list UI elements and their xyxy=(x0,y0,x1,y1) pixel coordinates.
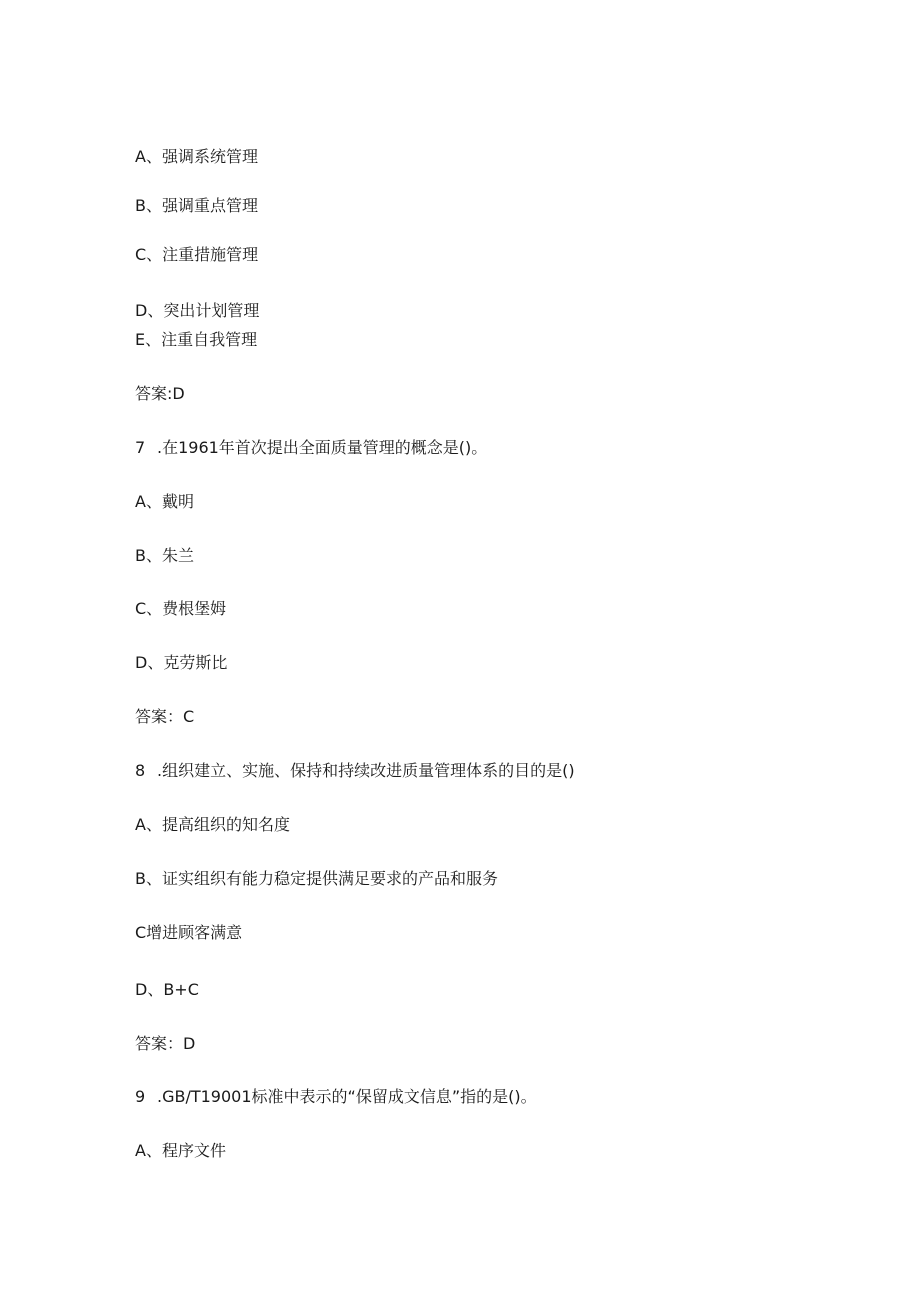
q7-option-d: D、克劳斯比 xyxy=(135,653,228,672)
q8-option-d: D、B+C xyxy=(135,980,199,999)
q6-option-b: B、强调重点管理 xyxy=(135,196,258,215)
q7-option-a: A、戴明 xyxy=(135,492,194,511)
q8-option-a: A、提高组织的知名度 xyxy=(135,815,290,834)
q8-answer: 答案：D xyxy=(135,1034,196,1053)
q6-option-c: C、注重措施管理 xyxy=(135,245,259,264)
q6-answer: 答案:D xyxy=(135,384,185,403)
q9-question xyxy=(135,1087,537,1107)
q6-option-d: D、突出计划管理 xyxy=(135,301,260,320)
q9-option-a: A、程序文件 xyxy=(135,1141,226,1160)
q7-text: .在1961年首次提出全面质量管理的概念是()。 xyxy=(157,438,488,457)
q6-option-e: E、注重自我管理 xyxy=(135,330,258,349)
q7-number: 7 xyxy=(135,438,146,457)
q8-question xyxy=(135,761,575,781)
q6-option-a: A、强调系统管理 xyxy=(135,147,258,166)
q9-number: 9 xyxy=(135,1087,146,1106)
q7-answer: 答案：C xyxy=(135,707,195,726)
q7-option-b: B、朱兰 xyxy=(135,546,194,565)
q8-option-b: B、证实组织有能力稳定提供满足要求的产品和服务 xyxy=(135,869,498,888)
q9-text: .GB/T19001标准中表示的“保留成文信息”指的是()。 xyxy=(157,1087,537,1106)
q7-question xyxy=(135,438,487,458)
q7-option-c: C、费根堡姆 xyxy=(135,599,227,618)
q8-number: 8 xyxy=(135,761,146,780)
q8-option-c: C增进顾客满意 xyxy=(135,923,243,942)
q8-text: .组织建立、实施、保持和持续改进质量管理体系的目的是() xyxy=(157,761,575,780)
